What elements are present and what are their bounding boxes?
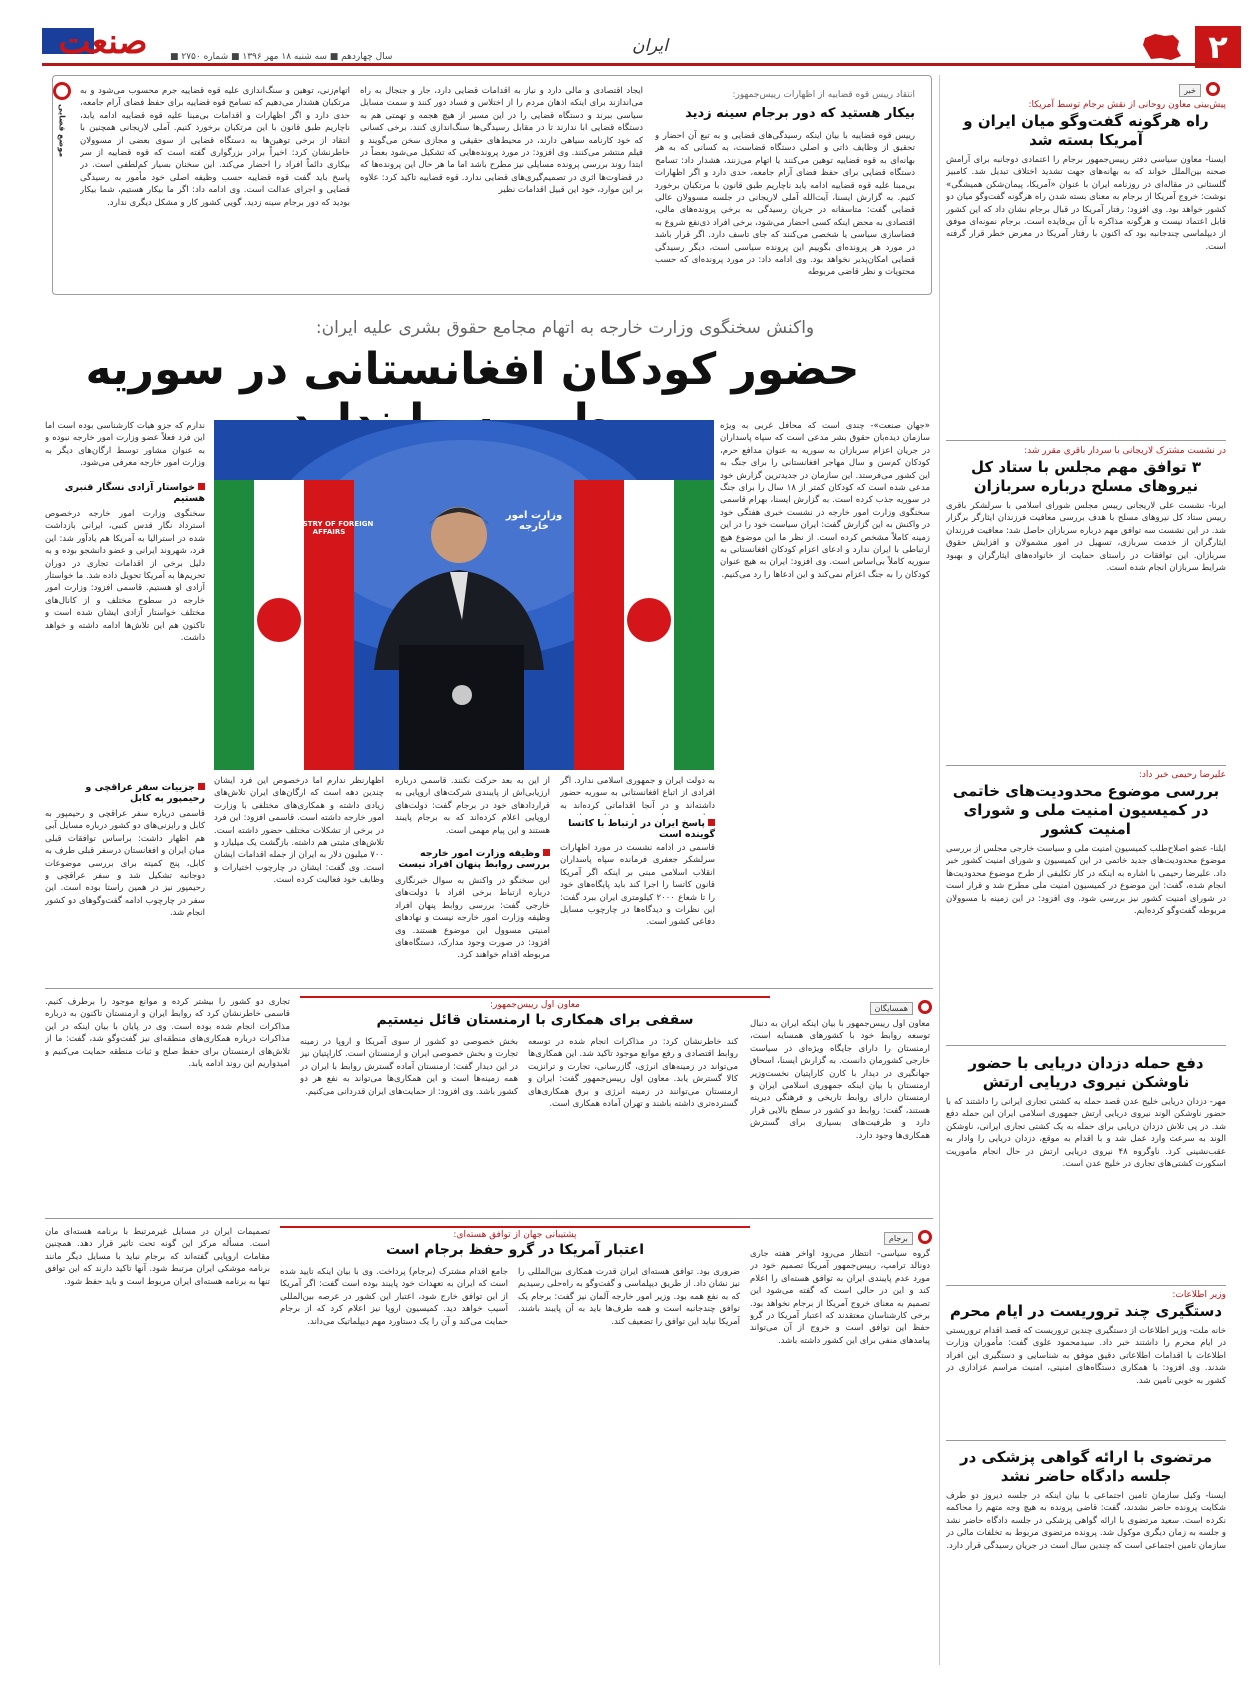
sidebar-item-2: در نشست مشترک لاریجانی با سردار باقری مقرر شد: ۳ توافق مهم مجلس با ستاد کل نیروهای مسلح درباره سربازان ایرنا- نشست علی لاریجانی رییس مجلس شورای اسلامی با سرلشکر باقری رییس ستاد کل نیروهای مسلح با هدف بررسی معافیت فرزندان ایثارگر برگزار شد. در این نشست سه توافق مهم درباره سربازان حاصل شد: معافیت فرزندان ایثارگران از خدمت سربازی، تسهیل در امور مشمولان و افزایش حقوق سربازان. این توافقات در راستای حمایت از خانواده‌های ایثارگران و بهبود شرایط سربازان انجام شده است.	[946, 446, 1226, 574]
main-col-mid2b: این سخنگو در واکنش به سوال خبرنگاری درباره ارتباط برخی افراد با دولت‌های خارجی گفت: بررسی روابط پنهان افراد وظیفه وزارت امور خارجه نیست و نهادهای امنیتی مسوول این موضوع هستند. وی افزود: در صورت وجود مدارک، دستگاه‌های مربوطه اقدام خواهند کرد.	[395, 876, 550, 961]
main-col-left: ندارم که جزو هیات کارشناسی بوده است اما این فرد فعلاً عضو وزارت امور خارجه نبوده و به عنوان مشاور توسط ارگان‌های دیگر به وزارت امور خارجه معرفی می‌شود.	[45, 421, 205, 469]
main-col-mid3: اظهارنظر ندارم اما درخصوص این فرد ایشان چندین دهه است که ارگان‌های ایران تلاش‌های زیادی داشته و همکاری‌های مختلفی با وزارت امور خارجه داشته است. قاسمی افزود: این فرد در برخی از تشکلات مختلف حضور داشته است. تلاش‌های مثبتی هم داشته. بازگشت یک میلیارد و ۷۰۰ میلیون دلار به ایران از جمله اقدامات ایشان است. وی گفت: ایشان در چارچوب اختیارات و وظایف خود فعالیت کرده است.	[214, 776, 384, 886]
issue-line: سال چهاردهم ■ سه شنبه ۱۸ مهر ۱۳۹۶ ■ شماره ۲۷۵۰ ■	[170, 52, 393, 62]
main-subhead-3: خواستار آزادی نسگار قنبری هستیم	[64, 482, 205, 504]
main-photo	[214, 420, 714, 770]
band1-col-4: تجاری دو کشور را بیشتر کرده و موانع موجود را برطرف کنیم. قاسمی خاطرنشان کرد که روابط ایران و ارمنستان تاکنون به درباره مذاکرات انجام شده بوده است. وی در پایان با بیان اینکه در این مذاکرات درباره همکاری‌های منطقه‌ای نیز گفت‌وگو شد، گفت: ما از تلاش‌های ارمنستان برای حفظ صلح و ثبات منطقه حمایت می‌کنیم و امیدواریم این روند ادامه یابد.	[45, 997, 290, 1070]
sidebar-rule-5	[946, 1440, 1226, 1441]
band1-col-1: معاون اول رییس‌جمهور با بیان اینکه ایران به دنبال توسعه روابط خود با کشورهای همسایه است، ارمنستان را دارای جایگاه ویژه‌ای در سیاست خارجی کشورمان دانست. به گزارش ایسنا، اسحاق جهانگیری در دیدار با کارن کاراپتیان نخست‌وزیر ارمنستان با بیان اینکه جمهوری اسلامی ایران و ارمنستان دارای روابط تاریخی و فرهنگی دیرینه هستند، گفت: روابط دو کشور در سطح بالایی قرار دارد و ظرفیت‌های بسیاری برای گسترش همکاری‌ها وجود دارد.	[750, 1019, 930, 1141]
band1-headline: سقفی برای همکاری با ارمنستان قائل نیستیم	[376, 1012, 694, 1028]
ministry-sign-fa: وزارت امور خارجه	[505, 510, 563, 532]
main-col-left-b: سخنگوی وزارت امور خارجه درخصوص استرداد نگار قدس کنبی، ایرانی بازداشت شده در استرالیا به آمریکا هم یادآور شد: این فرد، شهروند ایرانی و عضو دانشجو بوده و به دلیل برخی از اقدامات تجاری در دوران تحریم‌ها به آمریکا تحویل داده شد. ما خواستار آزادی او هستیم. قاسمی افزود: وزارت امور خارجه در سطوح مختلف و از کانال‌های مختلف خواستار آزادی ایشان شده است و تاکنون هم این تلاش‌ها ادامه داشته و خواهد داشت.	[45, 509, 205, 644]
section-title: ایران	[631, 36, 669, 56]
main-kicker: واکنش سخنگوی وزارت خارجه به اتهام مجامع حقوق بشری علیه ایران:	[315, 318, 815, 338]
band2-headline: اعتبار آمریکا در گرو حفظ برجام است	[385, 1242, 645, 1258]
band1-tag: همسایگان	[840, 996, 932, 1012]
band2-tag: برجام	[840, 1226, 932, 1242]
band2-col-3: جامع اقدام مشترک (برجام) پرداخت. وی با بیان اینکه تایید شده است که ایران به تعهدات خود پایبند بوده است گفت: اگر آمریکا از این توافق خارج شود، اعتبار این کشور در عرصه بین‌المللی آسیب خواهد دید. کمیسیون اروپا نیز اعلام کرد که از برجام حمایت می‌کند و آن را یک دستاورد مهم دیپلماتیک می‌داند.	[280, 1267, 508, 1327]
main-headline: حضور کودکان افغانستانی در سوریه	[85, 344, 860, 395]
band2-col-1: گروه سیاسی- انتظار می‌رود اواخر هفته جاری دونالد ترامپ، رییس‌جمهور آمریکا تصمیم خود در مورد عدم پایبندی ایران به توافق هسته‌ای را اعلام کند و این در حالی است که گفته می‌شود این تصمیم به معنای خروج آمریکا از برجام نخواهد بود. برخی کارشناسان معتقدند که اعتبار آمریکا در گرو حفظ این توافق است و خروج از آن می‌تواند پیامدهای منفی برای این کشور داشته باشد.	[750, 1249, 930, 1346]
main-col-left-c: قاسمی درباره سفر عراقچی و رحیمپور به کابل و رایزنی‌های دو کشور درباره مسایل آبی هم اظهار داشت: براساس توافقات قبلی میان ایران و افغانستان درسفر قبلی طرف به کابل، پنج کمیته برای بررسی موضوعات دوجانبه تشکیل شد و سفر عراقچی و رحیمپور نیز در همین راستا بوده است. این سفر در چارچوب ادامه گفت‌وگوهای دو کشور انجام شد.	[45, 809, 205, 919]
top-headline: بیکار هستید که دور برجام سینه زدید	[685, 106, 915, 121]
sidebar-item-6: مرتضوی با ارائه گواهی پزشکی در جلسه دادگاه حاضر نشد ایسنا- وکیل سازمان تامین اجتماعی با بیان اینکه در جلسه دیروز دو طرف شکایت پرونده حاضر نشدند، گفت: قاضی پرونده به هیچ وجه متهم را محاکمه نکرده است. سعید مرتضوی با ارائه گواهی پزشکی در جلسه دادگاه حاضر نشد و جلسه به زمان دیگری موکول شد. پرونده مرتضوی مربوط به تخلفات مالی در سازمان تامین اجتماعی است که چندین سال است در جریان رسیدگی قرار دارد.	[946, 1448, 1226, 1551]
main-subhead-4: جزییات سفر عراقچی و رحیمپور به کابل	[85, 782, 205, 804]
band2-col-4: تصمیمات ایران در مسایل غیرمرتبط با برنامه هسته‌ای مان است. مسأله مرکز این گونه تحت تاثیر قرار دهد. همچنین مقامات اروپایی گفته‌اند که برجام نباید با مسایل دیگر مانند برنامه موشکی ایران مرتبط شود. آنها تاکید دارند که این توافق تنها به برنامه هسته‌ای ایران مربوط است و باید حفظ شود.	[45, 1227, 270, 1287]
band1-kicker: معاون اول رییس‌جمهور:	[300, 996, 770, 1010]
main-col-mid2: از این به بعد حرکت نکنند. قاسمی درباره ارزیابی‌اش از پایبندی شرکت‌های اروپایی به قراردادهای خود در برجام گفت: دولت‌های اروپایی اعلام کرده‌اند که به برجام پایبند هستند و این پیام مهمی است.	[395, 776, 550, 836]
main-col-mid1: به دولت ایران و جمهوری اسلامی ندارد. اگر افرادی از اتباع افغانستانی به سوریه حضور داشته‌اند و در آنجا اقداماتی کرده‌اند به	[560, 776, 715, 811]
band2-kicker: پشتیبانی جهان از توافق هسته‌ای:	[280, 1226, 750, 1240]
ministry-sign-en: MINISTRY OF FOREIGN AFFAIRS	[284, 520, 374, 536]
main-subhead-2: وظیفه وزارت امور خارجه بررسی روابط پنهان افراد نیست	[398, 848, 550, 870]
band1-col-3: بخش خصوصی دو کشور از سوی آمریکا و اروپا در زمینه تجارت و بخش خصوصی ایران و ارمنستان است. کاراپتیان نیز در این دیدار گفت: ارمنستان آماده گسترش روابط با ایران در همه زمینه‌ها است و این همکاری‌ها می‌تواند به نفع هر دو کشور باشد. وی افزود: از حمایت‌های ایران قدردانی می‌کنیم.	[300, 1037, 518, 1097]
sidebar-rule-2	[946, 765, 1226, 766]
band2-top-rule	[45, 1218, 933, 1219]
main-col-right: «جهان صنعت»- چندی است که محافل غربی به ویژه سازمان دیده‌بان حقوق بشر مدعی است که سپاه پاسداران در جریان اعزام سربازان به سوریه به عنوان مدافع حرم، کودکان کم‌سن و سال مهاجر افغانستانی را برای جنگ به این کشور می‌فرستد. این سازمان در جدیدترین گزارش خود مدعی شده است که کودکان کمتر از ۱۸ سال را برای جنگ در سوریه جذب کرده است. به گزارش ایسنا، بهرام قاسمی سخنگوی وزارت امور خارجه در نشست خبری هفتگی خود در واکنش به این گزارش گفت: ایران سیاست خود را در این زمینه کاملاً مشخص کرده است. از نظر ما این موضوع هیچ ارتباطی با ایران ندارد و ادعای اعزام کودکان افغانستانی به سوریه کاملاً بی‌اساس است. وی افزود: ایران به هیچ عنوان کودکان را به جنگ اعزام نمی‌کند و این ادعاها را رد می‌کنیم.	[720, 421, 930, 580]
sidebar-item-4: دفع حمله دزدان دریایی با حضور ناوشکن نیروی دریایی ارتش مهر- دزدان دریایی خلیج عدن قصد حمله به کشتی تجاری ایرانی را داشتند که با حضور ناوشکن الوند نیروی دریایی ارتش جمهوری اسلامی ایران این حمله دفع شد. در پی تلاش دزدان دریایی برای حمله به یک کشتی تجاری ایرانی، ناوشکن الوند به سرعت وارد عمل شد و با اقدام به موقع، دزدان دریایی را وادار به عقب‌نشینی کرد. ناوگروه ۴۸ نیروی دریایی ارتش در حال انجام ماموریت اسکورت کشتی‌های تجاری در خلیج عدن است.	[946, 1054, 1226, 1170]
sidebar-tag: خبر	[1120, 78, 1220, 94]
main-subhead-1: پاسخ ایران در ارتباط با کاتسا گوینده است	[568, 818, 715, 840]
sidebar-rule-3	[946, 1045, 1226, 1046]
spokesman-photo	[214, 420, 714, 770]
sidebar-item-1: پیش‌بینی معاون روحانی از نقش برجام توسط آمریکا: راه هرگونه گفت‌وگو میان ایران و آمریکا بسته شد ایسنا- معاون سیاسی دفتر رییس‌جمهور برجام را اعتمادی دوجانبه برای آرامش صحنه بین‌الملل خواند که به بهانه‌های جهت تشدید اختلاف تبدیل شد. کامبیز گلستانی در مقاله‌ای در روزنامه ایران با عنوان «آمریکا، پیمان‌شکن همیشگی» نوشت: خروج آمریکا از برجام به معنای بسته شدن راه هرگونه گفت‌وگو میان دو کشور خواهد بود. وی افزود: رفتار آمریکا در قبال برجام نشان داد که این کشور قابل اعتماد نیست و هرگونه مذاکره با آن بی‌فایده است. برجام نمونه‌ای موفق از دیپلماسی چندجانبه بود که اکنون با رفتار آمریکا در معرض خطر قرار گرفته است.	[946, 100, 1226, 252]
top-col-1: رییس قوه قضاییه با بیان اینکه رسیدگی‌های قضایی و به تبع آن احضار و تحقیق از وظایف ذاتی و اصلی دستگاه قضاست، به کسانی که به هر بهانه‌ای به قوه قضاییه توهین می‌کنند یا اتهام می‌زنند، هشدار داد: تسامح دستگاه قضایی برای حفظ فضای آرام جامعه، حدی دارد و اگر اظهارات بی‌مبنا علیه قوه قضاییه ادامه یابد ناچاریم طبق قانون با مرتکبان برخورد کنیم. به گزارش ایسنا، آیت‌الله آملی لاریجانی در جلسه مسوولان عالی قضایی گفت: متاسفانه در جریان رسیدگی به برخی پرونده‌های مالی، اقتصادی به محض اینکه کسی احضار می‌شود، برخی افراد ذی‌نفع شروع به فضاسازی سیاسی یا شخصی می‌کنند که جای تاسف دارد. اگر قرار باشد در مورد هر پرونده‌ای بگوییم این پرونده سیاسی است، دیگر رسیدگی قضایی امکان‌پذیر نخواهد بود. وی ادامه داد: در مورد پرونده‌ای که حسب محتویات و نظر قاضی مربوطه	[655, 131, 915, 278]
newspaper-logo: صنعت	[42, 20, 162, 66]
band2-col-2: ضروری بود. توافق هسته‌ای ایران قدرت همکاری بین‌المللی را نیز نشان داد. از طریق دیپلماسی و گفت‌وگو به راه‌حلی رسیدیم که به نفع همه بود. وزیر امور خارجه آلمان نیز گفت: برجام یک توافق چندجانبه است و همه طرف‌ها باید به آن پایبند باشند. آمریکا نباید این توافق را تضعیف کند.	[518, 1267, 740, 1327]
band1-col-2: کند خاطرنشان کرد: در مذاکرات انجام شده در توسعه روابط اقتصادی و رفع موانع موجود تاکید شد. این همکاری‌ها می‌تواند در زمینه‌های انرژی، گازرسانی، تجارت و ترانزیت کالا گسترش یابد. معاون اول رییس‌جمهور گفت: ایران و ارمنستان می‌توانند در زمینه انرژی و برق همکاری‌های گسترده‌تری داشته باشند و تهران آماده همکاری است.	[528, 1037, 738, 1110]
vertical-tag: موضع قضایی	[52, 80, 72, 160]
main-col-mid1b: قاسمی در ادامه نشست در مورد اظهارات سرلشکر جعفری فرمانده سپاه پاسداران انقلاب اسلامی مبنی بر اینکه اگر آمریکا قانون کاتسا را اجرا کند باید پایگاه‌های خود را تا شعاع ۲۰۰۰ کیلومتری ایران ببرد گفت: این نظرات و دیدگاه‌ها در چارچوب مسایل دفاعی کشور است.	[560, 843, 715, 928]
top-col-2: ایجاد اقتصادی و مالی دارد و نیاز به اقدامات قضایی دارد، جار و جنجال به راه می‌اندازند برای اینکه اذهان مردم را از اختلاس و فساد دور کنند و سمت مسایل سیاسی ببرند و دستگاه قضایی را در این مسیر از هیچ هجمه و تهمتی هم به دستگاه قضایی ابا ندارند تا در مقابل رسیدگی‌ها سنگ‌اندازی کنند. برخی کسانی که خود کارنامه سیاهی دارند، در محیط‌های حقیقی و مجازی سخن می‌گویند و فیلم منتشر می‌کنند. وی افزود: در مورد پرونده‌هایی که تشکیل می‌شود بعضاً در ابتدا روند بررسی پرونده مسایلی نیز مطرح باشد اما ما هر حال این پرونده‌ها که در قضاوت‌ها اثری در تصمیم‌گیری‌های قضایی ندارد. قوه قضاییه تاکید کرد: علاوه بر این موارد، خود این قبیل اقدامات نظیر	[360, 86, 643, 196]
sidebar-divider	[939, 75, 940, 1665]
page-number: ۲	[1195, 26, 1241, 68]
sidebar-rule-4	[946, 1285, 1226, 1286]
top-kicker: انتقاد رییس قوه قضاییه از اظهارات رییس‌جمهور:	[732, 90, 915, 100]
top-col-3: اتهام‌زنی، توهین و سنگ‌اندازی علیه قوه قضاییه جرم محسوب می‌شود و به مرتکبان هشدار می‌دهیم که تسامح قوه قضاییه برای حفظ فضای آرام جامعه، حدی دارد و اگر اظهارات و اقدامات بی‌مبنا علیه قوه قضاییه ادامه یابد، ناچاریم طبق قانون با این مرتکبان برخورد کنیم. آملی لاریجانی همچنین با انتقاد از برخی توهین‌ها به دستگاه قضایی از سوی بعضی از مسوولان خاطرنشان کرد: اخیراً برادر بزرگواری گفته است که قوه قضاییه از سر بیکاری دائماً افراد را احضار می‌کند. این سخنان بسیار کم‌لطفی است. در پاسخ باید گفت قوه قضاییه حسب وظیفه اصلی خود مأمور به رسیدگی قضایی و اجرای عدالت است. وی ادامه داد: اگر ما بیکار هستیم، شما بیکار بودید که دور برجام سینه زدید. گویی کشور کار و مشکل دیگری ندارد.	[80, 86, 350, 208]
sidebar-item-5: وزیر اطلاعات: دستگیری چند تروریست در ایام محرم خانه ملت- وزیر اطلاعات از دستگیری چندین تروریست که قصد اقدام تروریستی در ایام محرم را داشتند خبر داد. سیدمحمود علوی گفت: مأموران وزارت اطلاعات با اقدامات اطلاعاتی دقیق موفق به شناسایی و دستگیری این افراد شدند. وی افزود: با همکاری دستگاه‌های امنیتی، امنیت مراسم عزاداری در کشور به خوبی تامین شد.	[946, 1290, 1226, 1386]
sidebar-rule-1	[946, 440, 1226, 441]
band1-top-rule	[45, 988, 933, 989]
sidebar-item-3: علیرضا رحیمی خبر داد: بررسی موضوع محدودیت‌های خاتمی در کمیسیون امنیت ملی و شورای امنیت کشور ایلنا- عضو اصلاح‌طلب کمیسیون امنیت ملی و سیاست خارجی مجلس از بررسی موضوع محدودیت‌های جدید خاتمی در این کمیسیون و شورای امنیت کشور خبر داد. علیرضا رحیمی با اشاره به اینکه در کار تکلیفی از طرح موضوع محدودیت‌ها انجام شده، گفت: این موضوع در کمیسیون امنیت ملی مطرح شد و قرار است در شورای امنیت کشور نیز بررسی شود. وی افزود: در این زمینه با مسوولان مربوطه گفت‌وگو کرده‌ایم.	[946, 770, 1226, 917]
